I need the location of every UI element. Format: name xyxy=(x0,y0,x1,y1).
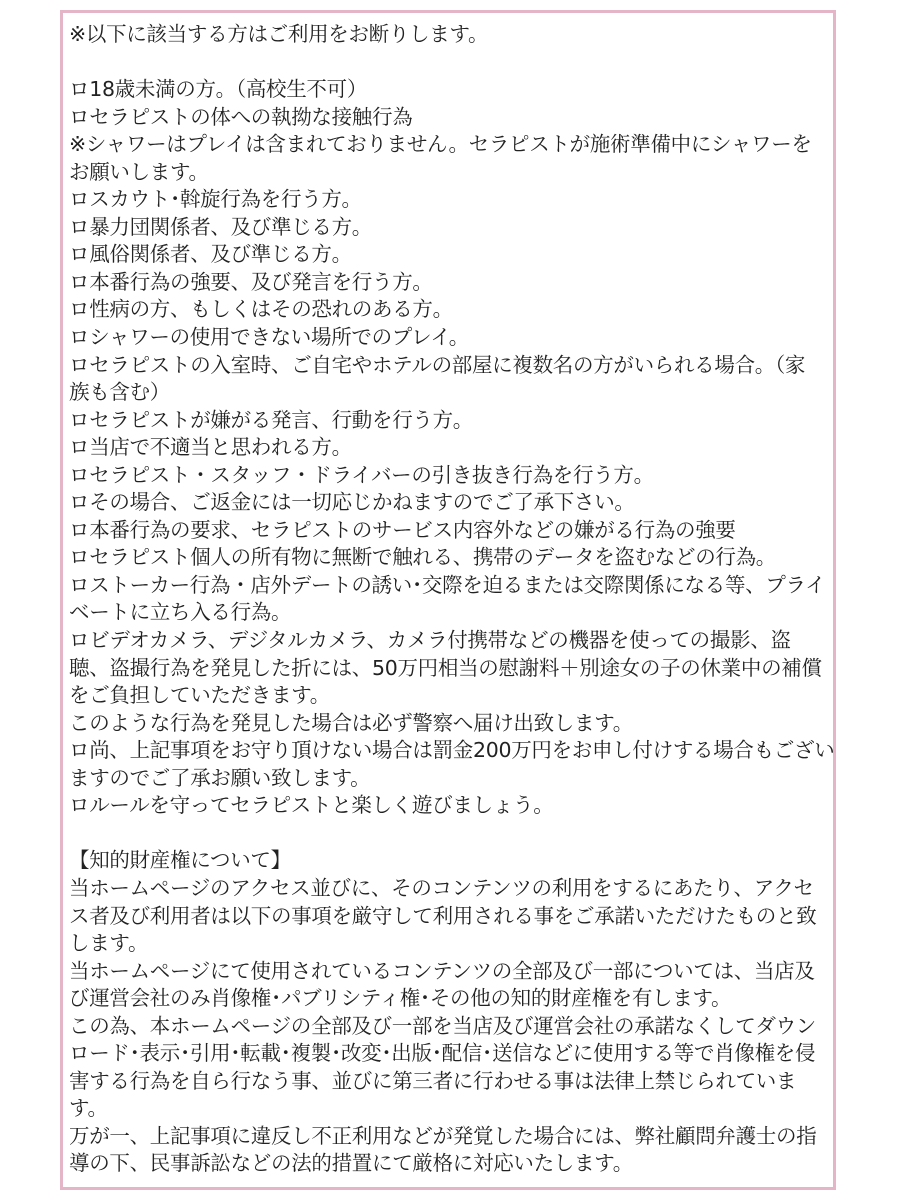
rule-line: 族も含む） xyxy=(69,380,170,405)
rule-line: ロその場合、ご返金には一切応じかねますのでご了承下さい。 xyxy=(69,490,635,515)
rule-line: ロセラピストが嫌がる発言、行動を行う方。 xyxy=(69,407,473,432)
rule-line: ロ本番行為の要求、セラピストのサービス内容外などの嫌がる行為の強要 xyxy=(69,517,736,542)
rule-line: ロセラピストの入室時、ご自宅やホテルの部屋に複数名の方がいられる場合。（家 xyxy=(69,352,806,377)
rule-line: ベートに立ち入る行為。 xyxy=(69,600,292,625)
ip-heading: 【知的財産権について】 xyxy=(69,848,291,873)
ip-line: ロード･表示･引用･転載･複製･改変･出版･配信･送信などに使用する等で肖像権を侵 xyxy=(69,1041,816,1066)
rule-line: ロスカウト･斡旋行為を行う方。 xyxy=(69,187,362,212)
rule-line: ロ18歳未満の方。（高校生不可） xyxy=(69,77,368,102)
rule-line: ロ当店で不適当と思われる方。 xyxy=(69,435,352,460)
ip-line: します。 xyxy=(69,931,149,956)
rule-line: をご負担していただきます。 xyxy=(69,683,330,708)
rule-line: ロシャワーの使用できない場所でのプレイ。 xyxy=(69,325,469,350)
ip-line: す。 xyxy=(69,1096,108,1121)
rule-line: ますのでご了承お願い致します。 xyxy=(69,765,371,790)
rule-line: ロ暴力団関係者、及び準じる方。 xyxy=(69,214,372,239)
ip-line: ス者及び利用者は以下の事項を厳守して利用される事をご承諾いただけたものと致 xyxy=(69,903,817,928)
ip-line: 害する行為を自ら行なう事、並びに第三者に行わせる事は法律上禁じられていま xyxy=(69,1068,797,1093)
rule-line: ロ本番行為の強要、及び発言を行う方。 xyxy=(69,269,433,294)
rule-line: ロストーカー行為・店外デートの誘い･交際を迫るまたは交際関係になる等、プライ xyxy=(69,572,826,597)
rule-line: ロ性病の方、もしくはその恐れのある方。 xyxy=(69,297,453,322)
ip-line: 万が一、上記事項に違反し不正利用などが発覚した場合には、弊社顧問弁護士の指 xyxy=(69,1123,817,1148)
ip-line: この為、本ホームページの全部及び一部を当店及び運営会社の承諾なくしてダウン xyxy=(69,1013,816,1038)
rule-line: ロセラピストの体への執拗な接触行為 xyxy=(69,104,413,129)
rule-line: ロセラピスト・スタッフ・ドライバーの引き抜き行為を行う方。 xyxy=(69,462,654,487)
rule-line: ロビデオカメラ、デジタルカメラ、カメラ付携帯などの機器を使っての撮影、盗 xyxy=(69,628,791,653)
rule-line: ※シャワーはプレイは含まれておりません。セラピストが施術準備中にシャワーを xyxy=(69,132,812,157)
ip-line: 当ホームページにて使用されているコンテンツの全部及び一部については、当店及 xyxy=(69,958,815,983)
spacer xyxy=(69,49,821,77)
spacer xyxy=(69,820,821,848)
ip-line: び運営会社のみ肖像権･パブリシティ権･その他の知的財産権を有します。 xyxy=(69,986,732,1011)
rule-line: 聴、盗撮行為を発見した折には、50万円相当の慰謝料＋別途女の子の休業中の補償 xyxy=(69,655,822,680)
rule-line: このような行為を発見した場合は必ず警察へ届け出致します。 xyxy=(69,710,633,735)
intro-text: ※以下に該当する方はご利用をお断りします。 xyxy=(69,22,489,46)
rule-line: ロ風俗関係者、及び準じる方。 xyxy=(69,242,352,267)
rule-line: ロ尚、上記事項をお守り頂けない場合は罰金200万円をお申し付けする場合もござい xyxy=(69,738,835,763)
rule-line: ロルールを守ってセラピストと楽しく遊びましょう。 xyxy=(69,793,554,818)
ip-line: 導の下、民事訴訟などの法的措置にて厳格に対応いたします。 xyxy=(69,1151,633,1176)
ip-line: 当ホームページのアクセス並びに、そのコンテンツの利用をするにあたり、アクセ xyxy=(69,875,814,900)
rule-line: お願いします。 xyxy=(69,159,209,184)
rule-line: ロセラピスト個人の所有物に無断で触れる、携帯のデータを盗むなどの行為。 xyxy=(69,545,776,570)
notice-box xyxy=(60,10,836,1190)
